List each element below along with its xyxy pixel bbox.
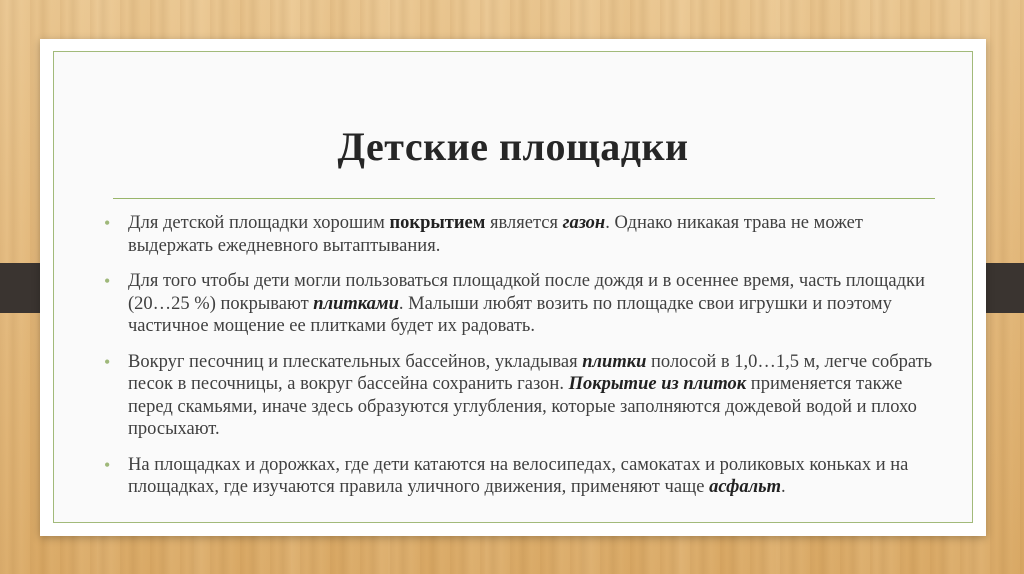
bullet-item-2 — [104, 270, 934, 338]
bullet-icon: • — [104, 213, 111, 233]
bullet-item-1 — [104, 212, 934, 257]
bullet-text — [128, 352, 932, 440]
text-run: . — [780, 477, 786, 497]
bullet-text — [128, 271, 925, 336]
bullet-icon: • — [104, 271, 111, 291]
text-run: является — [485, 213, 563, 233]
text-run: . Однако никакая трава не может выдержать ежедневного вытаптывания. — [128, 213, 863, 256]
text-run: Вокруг песочниц и плескательных бассейнов, укладывая — [128, 351, 583, 372]
bullet-item-3 — [104, 351, 934, 441]
text-run: полосой в 1,0…1,5 м, легче собрать песок в песочницы, а вокруг бассейна сохранить газон. — [128, 351, 933, 394]
bold-italic-run: плитки — [582, 351, 647, 372]
slide-frame — [53, 51, 973, 523]
bullet-list — [104, 212, 934, 512]
bullet-icon: • — [104, 351, 111, 372]
text-run: Для детской площадки хорошим — [128, 213, 390, 233]
slide-title: Детские площадки — [337, 124, 689, 169]
bold-italic-run: газон — [562, 213, 606, 233]
text-run: . Малыши любят возить по площадке свои игрушки и поэтому частичное мощение ее плитками будет их радовать. — [128, 293, 892, 336]
title-divider — [113, 198, 935, 199]
bold-italic-run: асфальт — [709, 477, 781, 497]
text-run: На площадках и дорожках, где дети катаются на велосипедах, самокатах и роликовых коньках и на площадках, где изучаются правила уличного движения, применяют чаще — [128, 454, 909, 497]
bullet-item-4 — [104, 454, 934, 499]
bold-italic-run: плитками — [313, 293, 399, 314]
bullet-icon: • — [104, 454, 111, 475]
bold-italic-run: Покрытие из плиток — [568, 374, 747, 394]
text-run: применяется также перед скамьями, иначе здесь образуются углубления, которые заполняются дождевой водой и плохо просыхают. — [128, 374, 917, 439]
bullet-text — [128, 455, 908, 498]
slide — [40, 39, 986, 536]
bullet-text — [128, 213, 863, 256]
bold-run: покрытием — [389, 213, 486, 233]
text-run: Для того чтобы дети могли пользоваться площадкой после дождя и в осеннее время, часть площадки (20…25 %) покрывают — [128, 271, 925, 314]
